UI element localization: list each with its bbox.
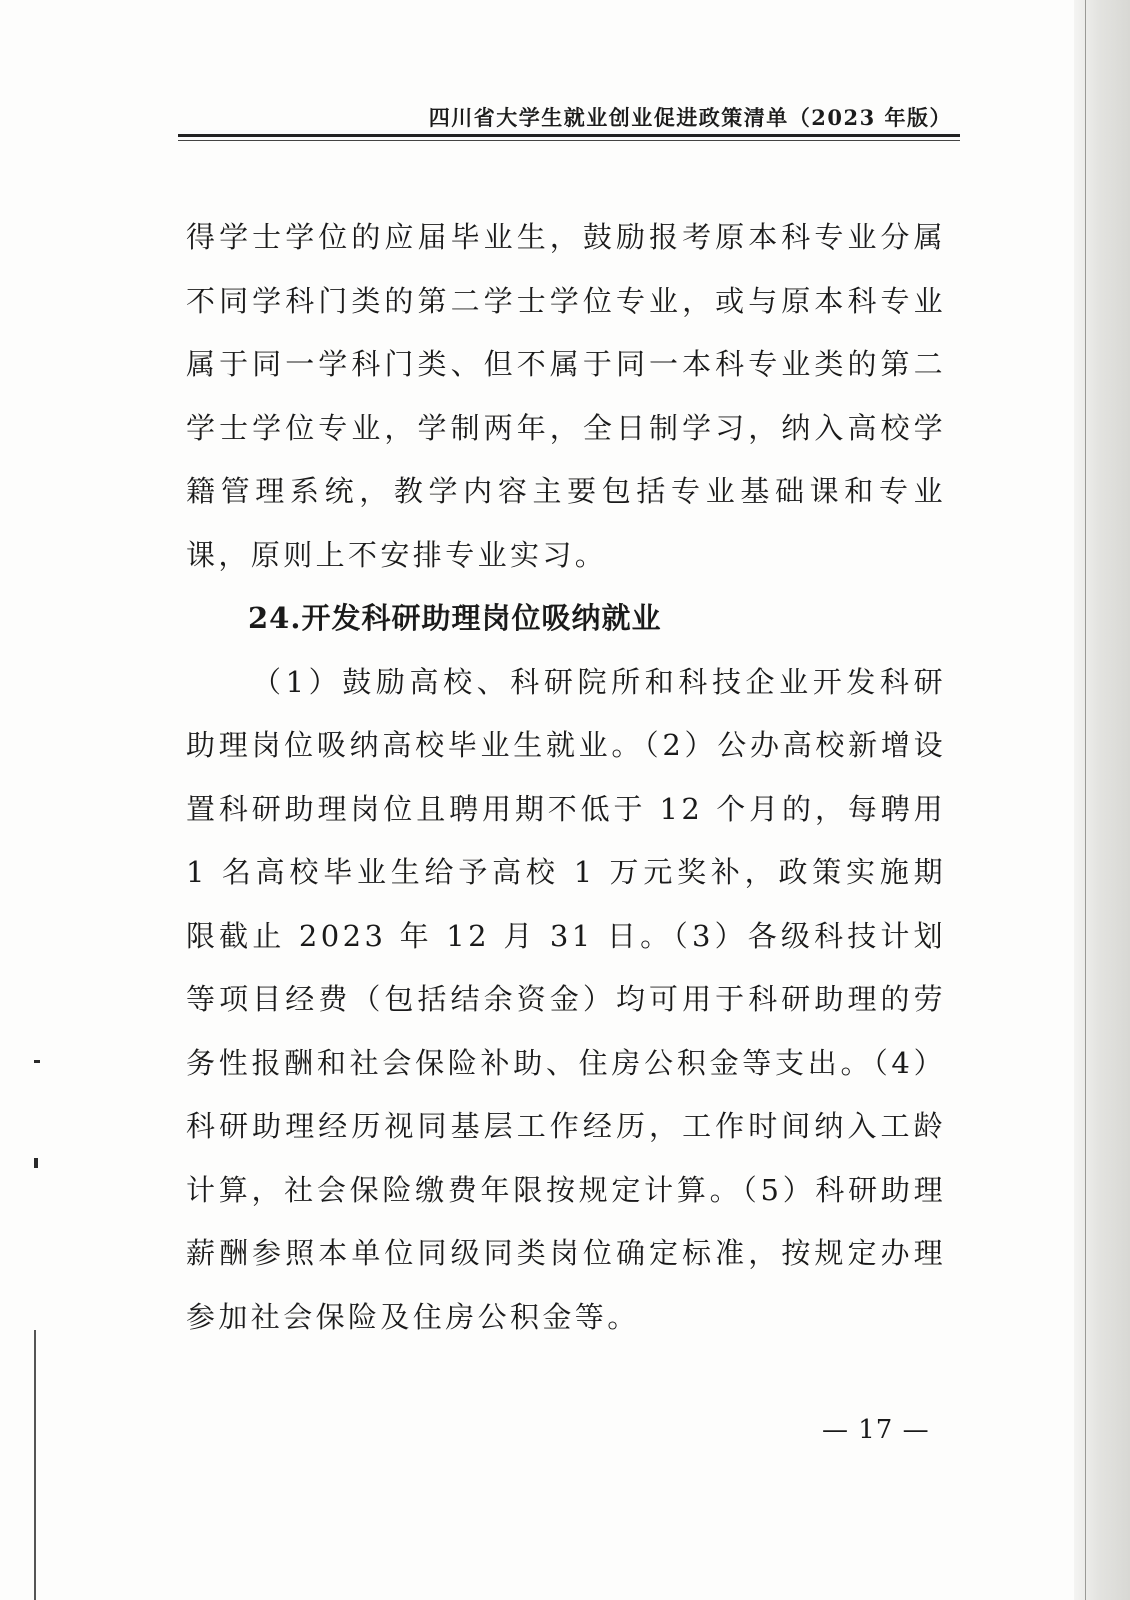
header-rule-thin bbox=[178, 140, 960, 141]
page-number: — 17 — bbox=[822, 1415, 930, 1445]
section-paragraph: （1）鼓励高校、科研院所和科技企业开发科研助理岗位吸纳高校毕业生就业。（2）公办高校新增设置科研助理岗位且聘用期不低于 12 个月的，每聘用 1 名高校毕业生给予高校 1 万元奖补，政策实施期限截止 2023 年 12 月 31 日。（3）各级科技计划等项目经费（包括结余资金）均可用于科研助理的劳务性报酬和社会保险补助、住房公积金等支出。（4）科研助理经历视同基层工作经历，工作时间纳入工龄计算，社会保险缴费年限按规定计算。（5）科研助理薪酬参照本单位同级同类岗位确定标准，按规定办理参加社会保险及住房公积金等。 bbox=[186, 664, 946, 1334]
body-text bbox=[186, 206, 946, 1349]
running-header-title: 四川省大学生就业创业促进政策清单（2023 年版） bbox=[428, 105, 952, 130]
scan-mark-bottom bbox=[34, 1330, 36, 1600]
continuation-paragraph: 得学士学位的应届毕业生，鼓励报考原本科专业分属不同学科门类的第二学士学位专业，或与原本科专业属于同一学科门类、但不属于同一本科专业类的第二学士学位专业，学制两年，全日制学习，纳入高校学籍管理系统，教学内容主要包括专业基础课和专业课，原则上不安排专业实习。 bbox=[186, 220, 946, 572]
scan-mark-middle bbox=[34, 1158, 38, 1168]
scan-mark-top bbox=[34, 1060, 40, 1063]
scan-page-edge-line bbox=[1085, 0, 1086, 1600]
section-heading: 24.开发科研助理岗位吸纳就业 bbox=[248, 601, 662, 635]
scan-shadow-edge bbox=[1074, 0, 1130, 1600]
header-rule bbox=[178, 134, 960, 137]
